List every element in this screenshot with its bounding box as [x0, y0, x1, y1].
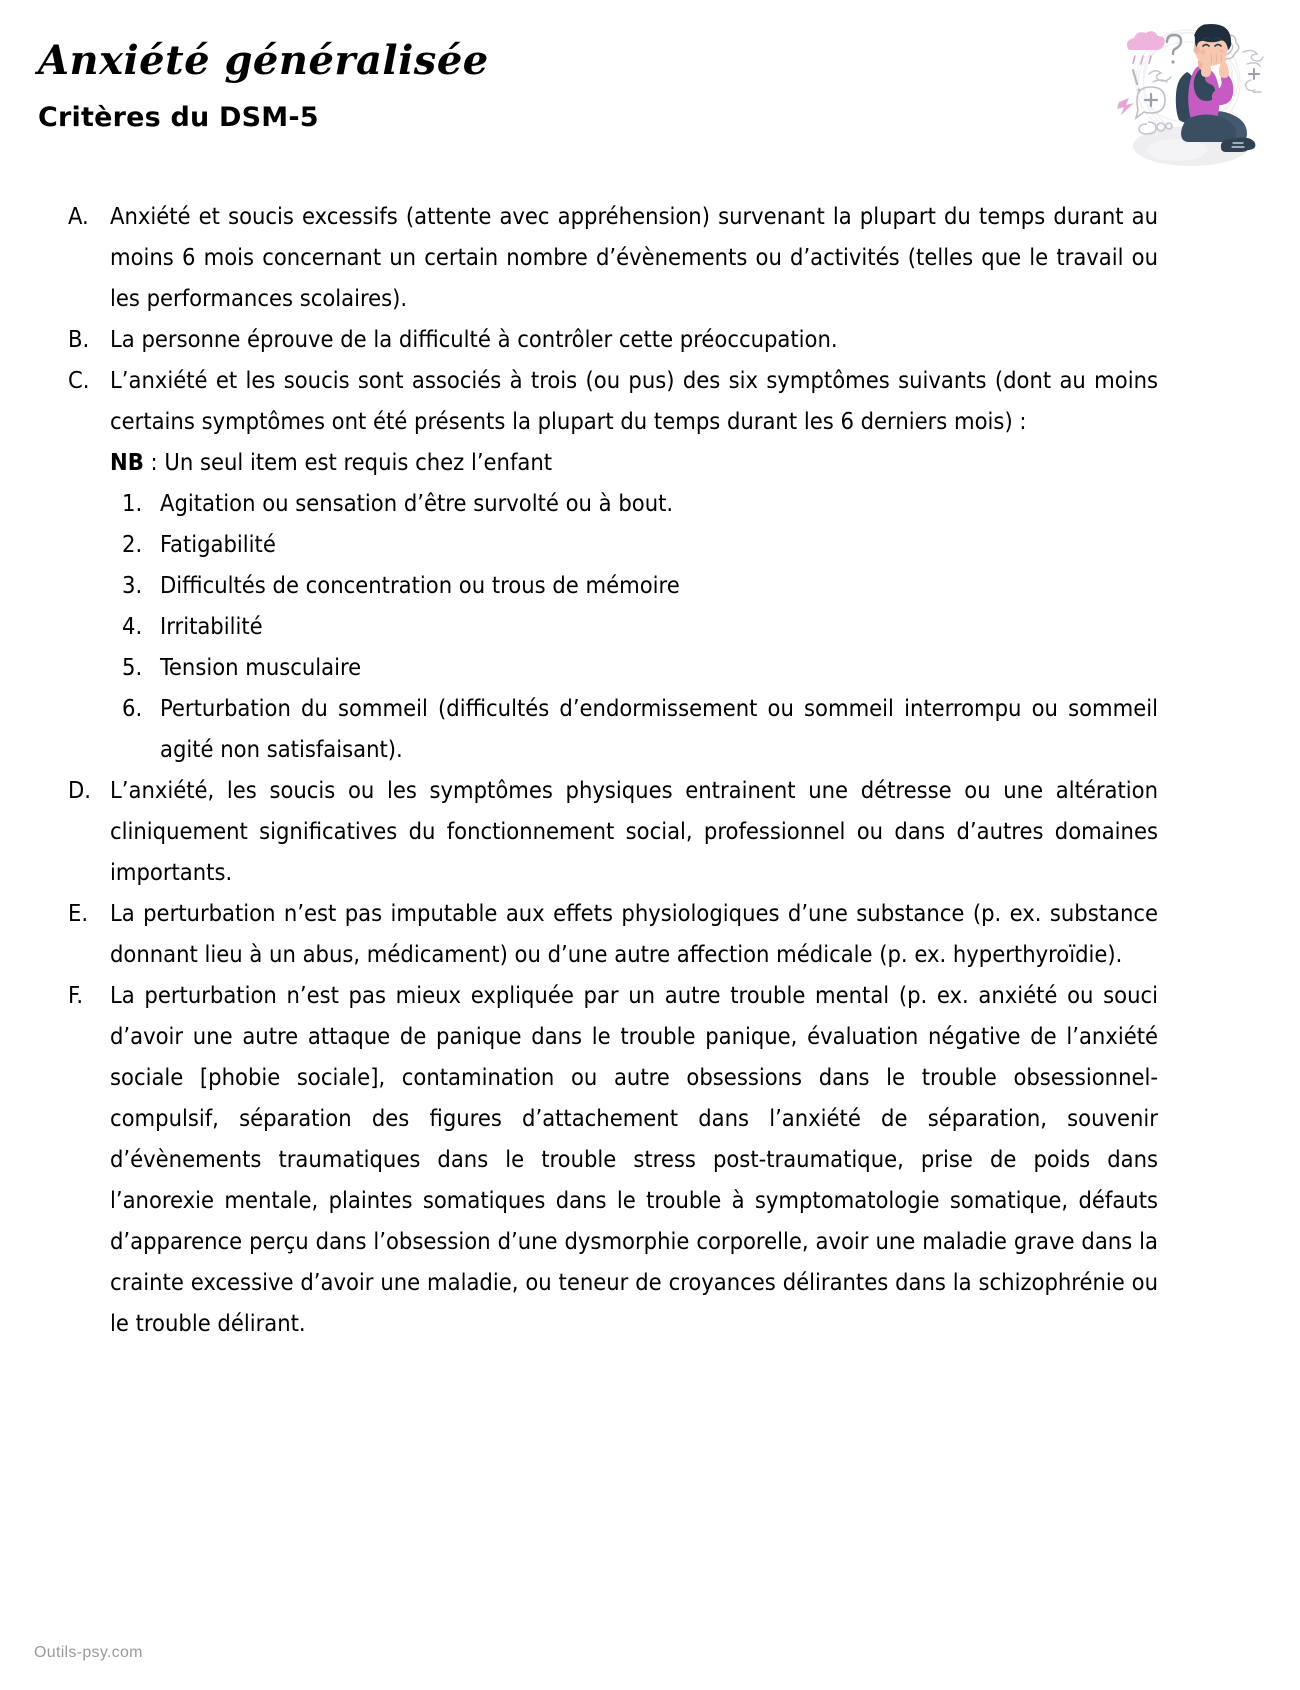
criterion-c-subsection — [110, 442, 1158, 770]
symptom-marker: 4. — [122, 612, 143, 640]
nb-label: NB — [110, 448, 144, 476]
document-header — [38, 38, 938, 133]
criterion-d — [68, 770, 1158, 893]
symptom-text: Agitation ou sensation d’être survolté ou à bout. — [160, 489, 674, 517]
page-title: Anxiété généralisée — [38, 37, 489, 84]
criterion-c — [68, 360, 1158, 770]
criterion-marker: A. — [68, 202, 89, 230]
symptom-marker: 5. — [122, 653, 143, 681]
criterion-marker: C. — [68, 366, 90, 394]
symptom-marker: 2. — [122, 530, 143, 558]
symptom-marker: 6. — [122, 694, 143, 722]
symptom-text: Difficultés de concentration ou trous de mémoire — [160, 571, 680, 599]
criterion-a — [68, 196, 1158, 319]
symptom-item — [110, 524, 1158, 565]
symptom-text: Irritabilité — [160, 612, 263, 640]
criterion-marker: E. — [68, 899, 89, 927]
symptom-marker: 1. — [122, 489, 143, 517]
symptom-text: Fatigabilité — [160, 530, 276, 558]
criterion-text: L’anxiété et les soucis sont associés à trois (ou pus) des six symptômes suivants (dont au moins certains symptômes ont été présents la plupart du temps durant les 6 derniers mois) : — [110, 366, 1158, 435]
symptom-text: Perturbation du sommeil (difficultés d’endormissement ou sommeil interrompu ou sommeil agité non satisfaisant). — [160, 694, 1158, 763]
criterion-text: L’anxiété, les soucis ou les symptômes physiques entrainent une détresse ou une altération cliniquement significatives du fonctionnement social, professionnel ou dans d’autres domaines importants. — [110, 776, 1158, 886]
criterion-text: Anxiété et soucis excessifs (attente avec appréhension) survenant la plupart du temps durant au moins 6 mois concernant un certain nombre d’évènements ou d’activités (telles que le travail ou les performances scolaires). — [110, 202, 1158, 312]
criterion-text: La perturbation n’est pas mieux expliquée par un autre trouble mental (p. ex. anxiété ou souci d’avoir une autre attaque de panique dans le trouble panique, évaluation négative de l’anxiété sociale [phobie sociale], contamination ou autre obsessions dans le trouble obsessionnel-compulsif, séparation des figures d’attachement dans l’anxiété de séparation, souvenir d’évènements traumatiques dans le trouble stress post-traumatique, prise de poids dans l’anorexie mentale, plaintes somatiques dans le trouble à symptomatologie somatique, défauts d’apparence perçu dans l’obsession d’une dysmorphie corporelle, avoir une maladie grave dans la crainte excessive d’avoir une maladie, ou teneur de croyances délirantes dans la schizophrénie ou le trouble délirant. — [110, 981, 1158, 1337]
criterion-marker: B. — [68, 325, 90, 353]
criterion-text: La personne éprouve de la difficulté à contrôler cette préoccupation. — [110, 325, 838, 353]
symptom-item — [110, 565, 1158, 606]
symptom-item — [110, 688, 1158, 770]
symptom-item — [110, 647, 1158, 688]
nb-note — [110, 442, 1158, 483]
symptom-marker: 3. — [122, 571, 143, 599]
criterion-b — [68, 319, 1158, 360]
nb-text: : Un seul item est requis chez l’enfant — [143, 448, 553, 476]
criterion-f — [68, 975, 1158, 1344]
criterion-marker: F. — [68, 981, 84, 1009]
criterion-marker: D. — [68, 776, 91, 804]
symptom-item — [110, 483, 1158, 524]
symptom-item — [110, 606, 1158, 647]
page-subtitle: Critères du DSM-5 — [38, 102, 319, 133]
dsm5-criteria-list — [68, 196, 1158, 1344]
criterion-e — [68, 893, 1158, 975]
symptom-text: Tension musculaire — [160, 653, 362, 681]
site-watermark: Outils-psy.com — [34, 1644, 143, 1661]
anxious-person-illustration — [1103, 14, 1278, 179]
criterion-text: La perturbation n’est pas imputable aux effets physiologiques d’une substance (p. ex. substance donnant lieu à un abus, médicament) ou d’une autre affection médicale (p. ex. hyperthyroïdie). — [110, 899, 1158, 968]
